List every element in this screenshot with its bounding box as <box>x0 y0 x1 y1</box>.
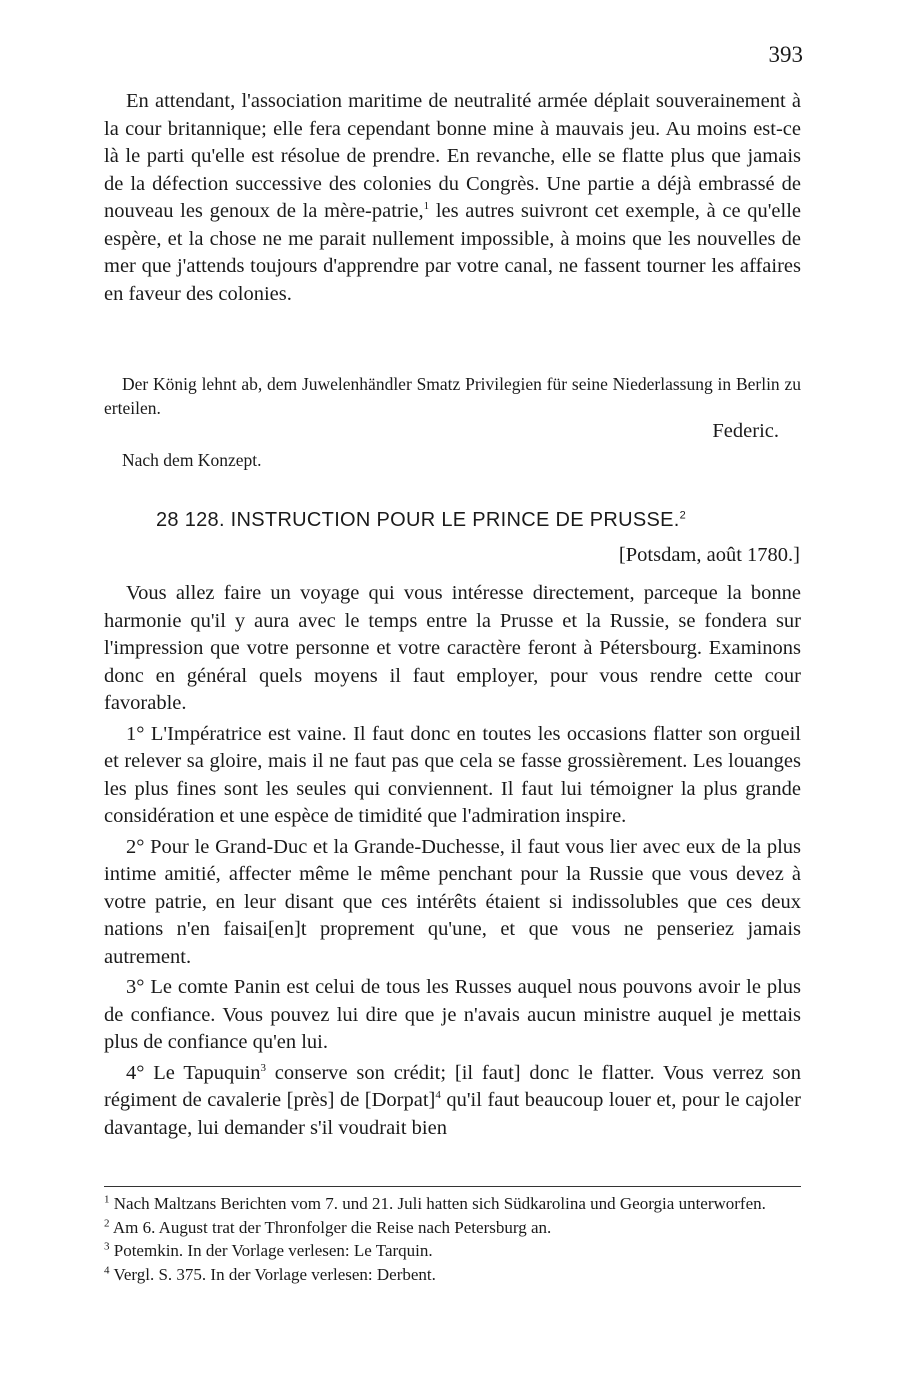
footnote: $^3$ Potemkin. In der Vorlage verlesen: Le Tarquin. <box>104 1240 433 1260</box>
dateline: [Potsdam, août 1780.] <box>618 544 800 566</box>
letter-paragraph: En attendant, l'association maritime de neutralité armée déplait souverainement à la cour britannique; elle fera cependant bonne mine à mauvais jeu. Au moins est-ce là le parti qu'elle est résolue de prendre. En revanche, elle se flatte plus que jamais de la défection successive des colonies du Congrès. Une partie a déjà embrassé de nouveau les genoux de la mère-patrie,$^1$ les autres suivront cet exemple, à ce qu'elle espère, et la chose ne me parait nullement impossible, à moins que les nouvelles de mer que j'attends toujours d'apprendre par votre canal, ne fassent tourner les affaires en faveur des colonies. <box>104 90 801 305</box>
paragraph-2: 2° Pour le Grand-Duc et la Grande-Duchesse, il faut vous lier avec eux de la plus intime amitié, affecter même le même penchant pour la Russie que vous devez à votre patrie, en leur disant que ces intérêts étaient si indissolubles que ces deux nations n'en faisai[en]t proprement qu'une, et que vous ne penseriez jamais autrement. <box>104 835 801 968</box>
paragraph-intro: Vous allez faire un voyage qui vous intéresse directement, parceque la bonne harmonie qu'il y aura avec le temps entre la Prusse et la Russie, se fondera sur l'impression que votre personne et votre caractère feront à Pétersbourg. Examinons donc en général quels moyens il faut employer, pour vous rendre cette cour favorable. <box>104 582 801 714</box>
footnote: $^4$ Vergl. S. 375. In der Vorlage verlesen: Derbent. <box>104 1263 436 1284</box>
footnote-ref-2: 2 <box>679 509 687 522</box>
letter-ending <box>104 88 801 308</box>
paragraph-1: 1° L'Impératrice est vaine. Il faut donc en toutes les occasions flatter son orgueil et relever sa gloire, mais il ne faut pas que cela se fasse grossièrement. Les louanges les plus fines sont les seules qui conviennent. Il faut lui témoigner la plus grande considération et une espèce de timidité que l'admiration inspire. <box>104 722 801 827</box>
paragraph-4: 4° Le Tapuquin$^3$ conserve son crédit; [il faut] donc le flatter. Vous verrez son régiment de cavalerie [près] de [Dorpat]$^4$ qu'il faut beaucoup louer et, pour le cajoler davantage, lui demander s'il voudrait bien <box>104 1061 801 1139</box>
footnote-rule <box>104 1186 801 1187</box>
footnote: $^2$ Am 6. August trat der Thronfolger die Reise nach Petersburg an. <box>104 1216 552 1237</box>
signature: Federic. <box>712 420 779 442</box>
editorial-note: Der König lehnt ab, dem Juwelenhändler Smatz Privilegien für seine Niederlassung in Berlin zu erteilen. <box>104 374 801 418</box>
source-note: Nach dem Konzept. <box>122 450 262 470</box>
footnote-ref-1: 1 <box>423 200 430 213</box>
page-number: 393 <box>768 42 803 67</box>
footnote-ref-3: 3 <box>260 1061 266 1074</box>
paragraph-3: 3° Le comte Panin est celui de tous les Russes auquel nous pouvons avoir le plus de confiance. Vous pouvez lui dire que je n'avais aucun ministre auquel je mettais plus de confiance qu'en lui. <box>104 976 801 1053</box>
footnote: $^1$ Nach Maltzans Berichten vom 7. und 21. Juli hatten sich Südkarolina und Georgia unterworfen. <box>104 1193 766 1213</box>
document-heading: 28 128. INSTRUCTION POUR LE PRINCE DE PRUSSE.$^2$ <box>156 509 687 531</box>
footnotes <box>104 1192 801 1286</box>
footnote-ref-4: 4 <box>435 1089 441 1102</box>
instruction-body <box>104 580 801 1142</box>
